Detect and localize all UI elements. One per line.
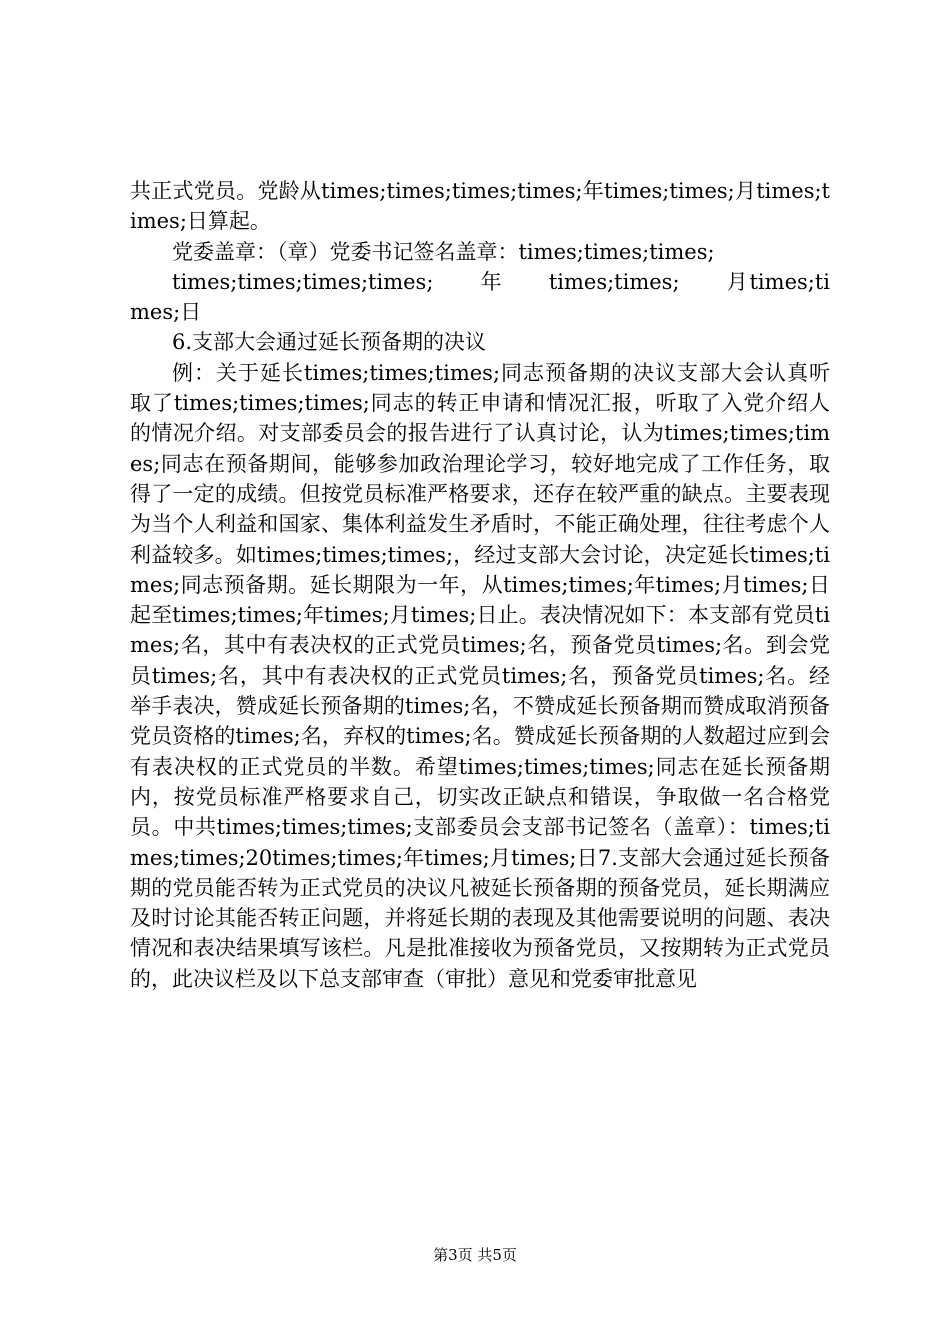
page-footer: 第3页 共5页 (433, 1246, 517, 1264)
paragraph-extend-probation-example: 例：关于延长times;times;times;同志预备期的决议支部大会认真听取了times;times;times;同志的转正申请和情况汇报，听取了入党介绍人的情况介绍。对支部委员会的报告进行了认真讨论，认为times;times;times;同志在预备期间，能够参加政治理论学习，较好地完成了工作任务，取得了一定的成绩。但按党员标准严格要求，还存在较严重的缺点。主要表现为当个人利益和国家、集体利益发生矛盾时，不能正确处理，往往考虑个人利益较多。如times;times;times;，经过支部大会讨论，决定延长times;times;同志预备期。延长期限为一年，从times;times;年times;月times;日起至times;times;年times;月times;日止。表决情况如下：本支部有党员times;名，其中有表决权的正式党员times;名，预备党员times;名。到会党员times;名，其中有表决权的正式党员times;名，预备党员times;名。经举手表决，赞成延长预备期的times;名，不赞成延长预备期而赞成取消预备党员资格的times;名，弃权的times;名。赞成延长预备期的人数超过应到会有表决权的正式党员的半数。希望times;times;times;同志在延长预备期内，按党员标准严格要求自己，切实改正缺点和错误，争取做一名合格党员。中共times;times;times;支部委员会支部书记签名（盖章）：times;times;times;20times;times;年times;月times;日7.支部大会通过延长预备期的党员能否转为正式党员的决议凡被延长预备期的预备党员，延长期满应及时讨论其能否转正问题，并将延长期的表现及其他需要说明的问题、表决情况和表决结果填写该栏。凡是批准接收为预备党员，又按期转为正式党员的，此决议栏及以下总支部审查（审批）意见和党委审批意见 (130, 360, 830, 991)
section-heading-extend-probation: 6.支部大会通过延长预备期的决议 (172, 330, 487, 355)
paragraph-party-seniority: 共正式党员。党龄从times;times;times;times;年times;times;月times;times;日算起。 (130, 179, 830, 234)
paragraph-committee-seal: 党委盖章：（章）党委书记签名盖章：times;times;times; (172, 239, 715, 264)
paragraph-committee-date: times;times;times;times; 年 times;times; 月times;times;日 (130, 269, 830, 325)
document-body (130, 176, 830, 994)
